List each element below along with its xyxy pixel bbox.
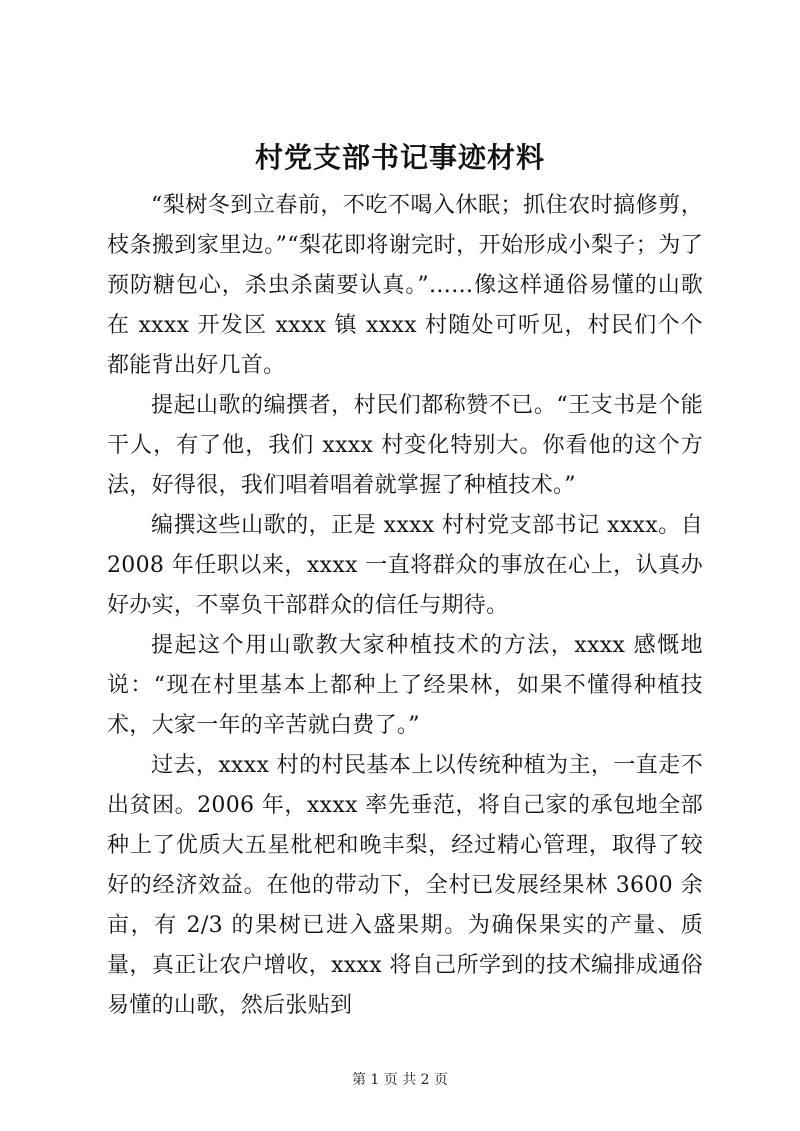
paragraph-5: 过去，xxxx 村的村民基本上以传统种植为主，一直走不出贫困。2006 年，xxxx 率先垂范，将自己家的承包地全部种上了优质大五星枇杷和晚丰梨，经过精心管理，取得了较好的经济效益。在他的带动下，全村已发展经果林 3600 余亩，有 2/3 的果树已进入盛果期。为确保果实的产量、质量，真正让农户增收，xxxx 将自己所学到的技术编排成通俗易懂的山歌，然后张贴到 <box>107 753 703 1018</box>
document-body <box>107 186 703 1026</box>
page-title: 村党支部书记事迹材料 <box>254 141 545 174</box>
page-footer: 第 1 页 共 2 页 <box>351 1072 449 1088</box>
paragraph-4: 提起这个用山歌教大家种植技术的方法，xxxx 感慨地说：“现在村里基本上都种上了经果林，如果不懂得种植技术，大家一年的辛苦就白费了。” <box>107 633 703 738</box>
paragraph-3: 编撰这些山歌的，正是 xxxx 村村党支部书记 xxxx。自 2008 年任职以来，xxxx 一直将群众的事放在心上，认真办好办实，不辜负干部群众的信任与期待。 <box>107 513 703 618</box>
paragraph-2: 提起山歌的编撰者，村民们都称赞不已。“王支书是个能干人，有了他，我们 xxxx 村变化特别大。你看他的这个方法，好得很，我们唱着唱着就掌握了种植技术。” <box>107 393 703 498</box>
paragraph-1: “梨树冬到立春前，不吃不喝入休眠；抓住农时搞修剪，枝条搬到家里边。”“梨花即将谢完时，开始形成小梨子；为了预防糖包心，杀虫杀菌要认真。”……像这样通俗易懂的山歌在 xxxx 开发区 xxxx 镇 xxxx 村随处可听见，村民们个个都能背出好几首。 <box>107 193 703 378</box>
